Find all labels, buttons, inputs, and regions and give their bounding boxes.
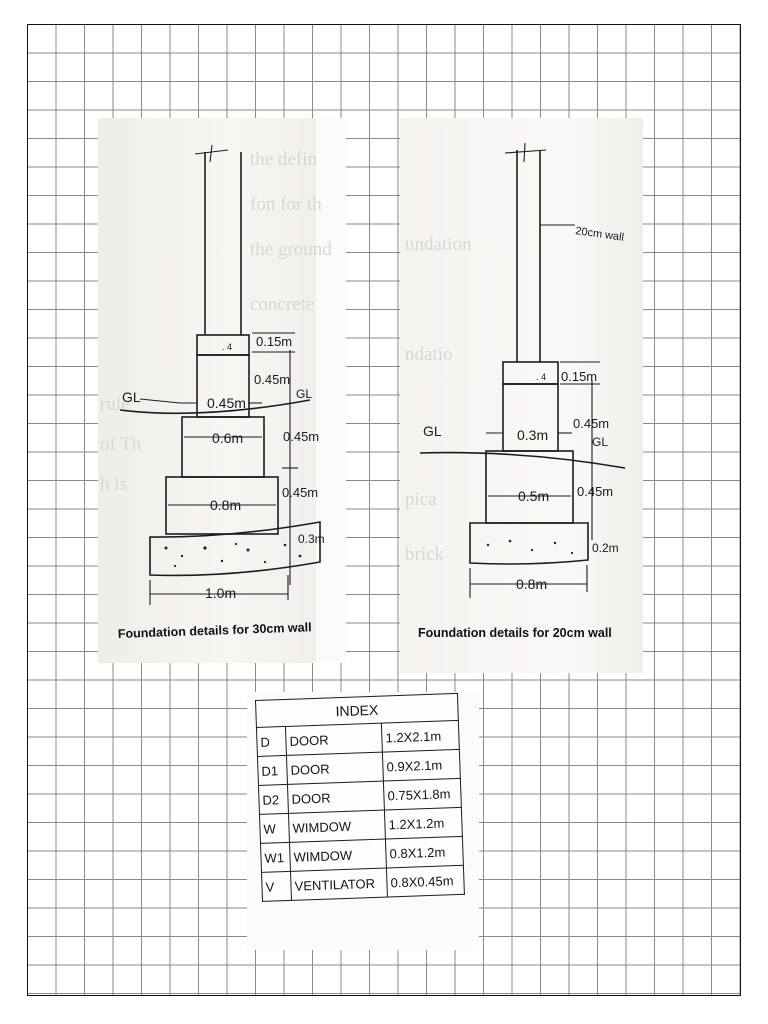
item-name: DOOR [286, 723, 383, 755]
item-code: D1 [257, 755, 287, 785]
diagram-caption: Foundation details for 20cm wall [418, 626, 612, 640]
item-size: 0.8X1.2m [386, 836, 464, 868]
ground-level-label: GL [296, 387, 313, 401]
item-size: 0.75X1.8m [384, 778, 462, 810]
item-name: WIMDOW [289, 810, 386, 842]
svg-text:undation: undation [405, 234, 472, 255]
svg-text:concrete: concrete [250, 294, 315, 315]
svg-text:fon for th: fon for th [250, 194, 322, 215]
item-code: D2 [258, 784, 288, 814]
step2-width-label: 0.8m [210, 497, 242, 513]
bed-width-label: 1.0m [205, 585, 237, 601]
svg-text:. 4: . 4 [536, 372, 547, 382]
wall-width-label: 0.45m [207, 395, 246, 411]
item-size: 0.8X0.45m [387, 865, 465, 897]
step1-height-label: 0.45m [283, 429, 320, 444]
bed-width-label: 0.8m [516, 576, 548, 592]
svg-text:of Th: of Th [100, 434, 142, 455]
item-size: 1.2X2.1m [382, 720, 460, 752]
svg-text:pica: pica [405, 489, 437, 510]
svg-text:the ground: the ground [250, 239, 332, 260]
step2-height-label: 0.45m [282, 485, 319, 500]
svg-text:rule: rule [100, 394, 130, 415]
item-size: 0.9X2.1m [383, 749, 461, 781]
item-code: W [259, 813, 289, 843]
item-name: WIMDOW [290, 839, 387, 871]
bed-thickness-label: 0.2m [592, 541, 619, 555]
step-height-label: 0.45m [577, 484, 614, 499]
item-code: W1 [261, 842, 291, 872]
ground-level-label: GL [122, 389, 141, 405]
ground-level-label: GL [592, 435, 609, 449]
item-code: V [262, 871, 292, 901]
dpc-thickness-label: 0.15m [256, 334, 293, 349]
wall-width-label: 0.3m [517, 427, 549, 443]
item-name: DOOR [288, 781, 385, 813]
step-width-label: 0.5m [518, 488, 550, 504]
ground-level-label: GL [423, 423, 442, 439]
item-size: 1.2X1.2m [385, 807, 463, 839]
index-table [255, 693, 465, 902]
plinth-height-label: 0.45m [254, 372, 291, 387]
svg-text:brick: brick [405, 544, 445, 565]
left-diagram-labels [118, 334, 325, 641]
step1-width-label: 0.6m [212, 430, 244, 446]
bed-thickness-label: 0.3m [298, 532, 325, 546]
item-name: VENTILATOR [291, 868, 388, 900]
dpc-thickness-label: 0.15m [561, 369, 598, 384]
diagram-caption: Foundation details for 30cm wall [117, 620, 312, 641]
index-title: INDEX [256, 693, 459, 727]
svg-text:the defin: the defin [250, 149, 318, 170]
wall-note-label: 20cm wall [574, 225, 625, 244]
svg-text:ndatio: ndatio [405, 344, 453, 365]
right-diagram-labels [418, 225, 625, 640]
plinth-height-label: 0.45m [573, 416, 610, 431]
svg-text:h is: h is [100, 474, 127, 495]
item-code: D [256, 726, 286, 756]
item-name: DOOR [287, 752, 384, 784]
svg-text:. 4: . 4 [222, 342, 233, 352]
bleed-through-text [100, 149, 472, 565]
